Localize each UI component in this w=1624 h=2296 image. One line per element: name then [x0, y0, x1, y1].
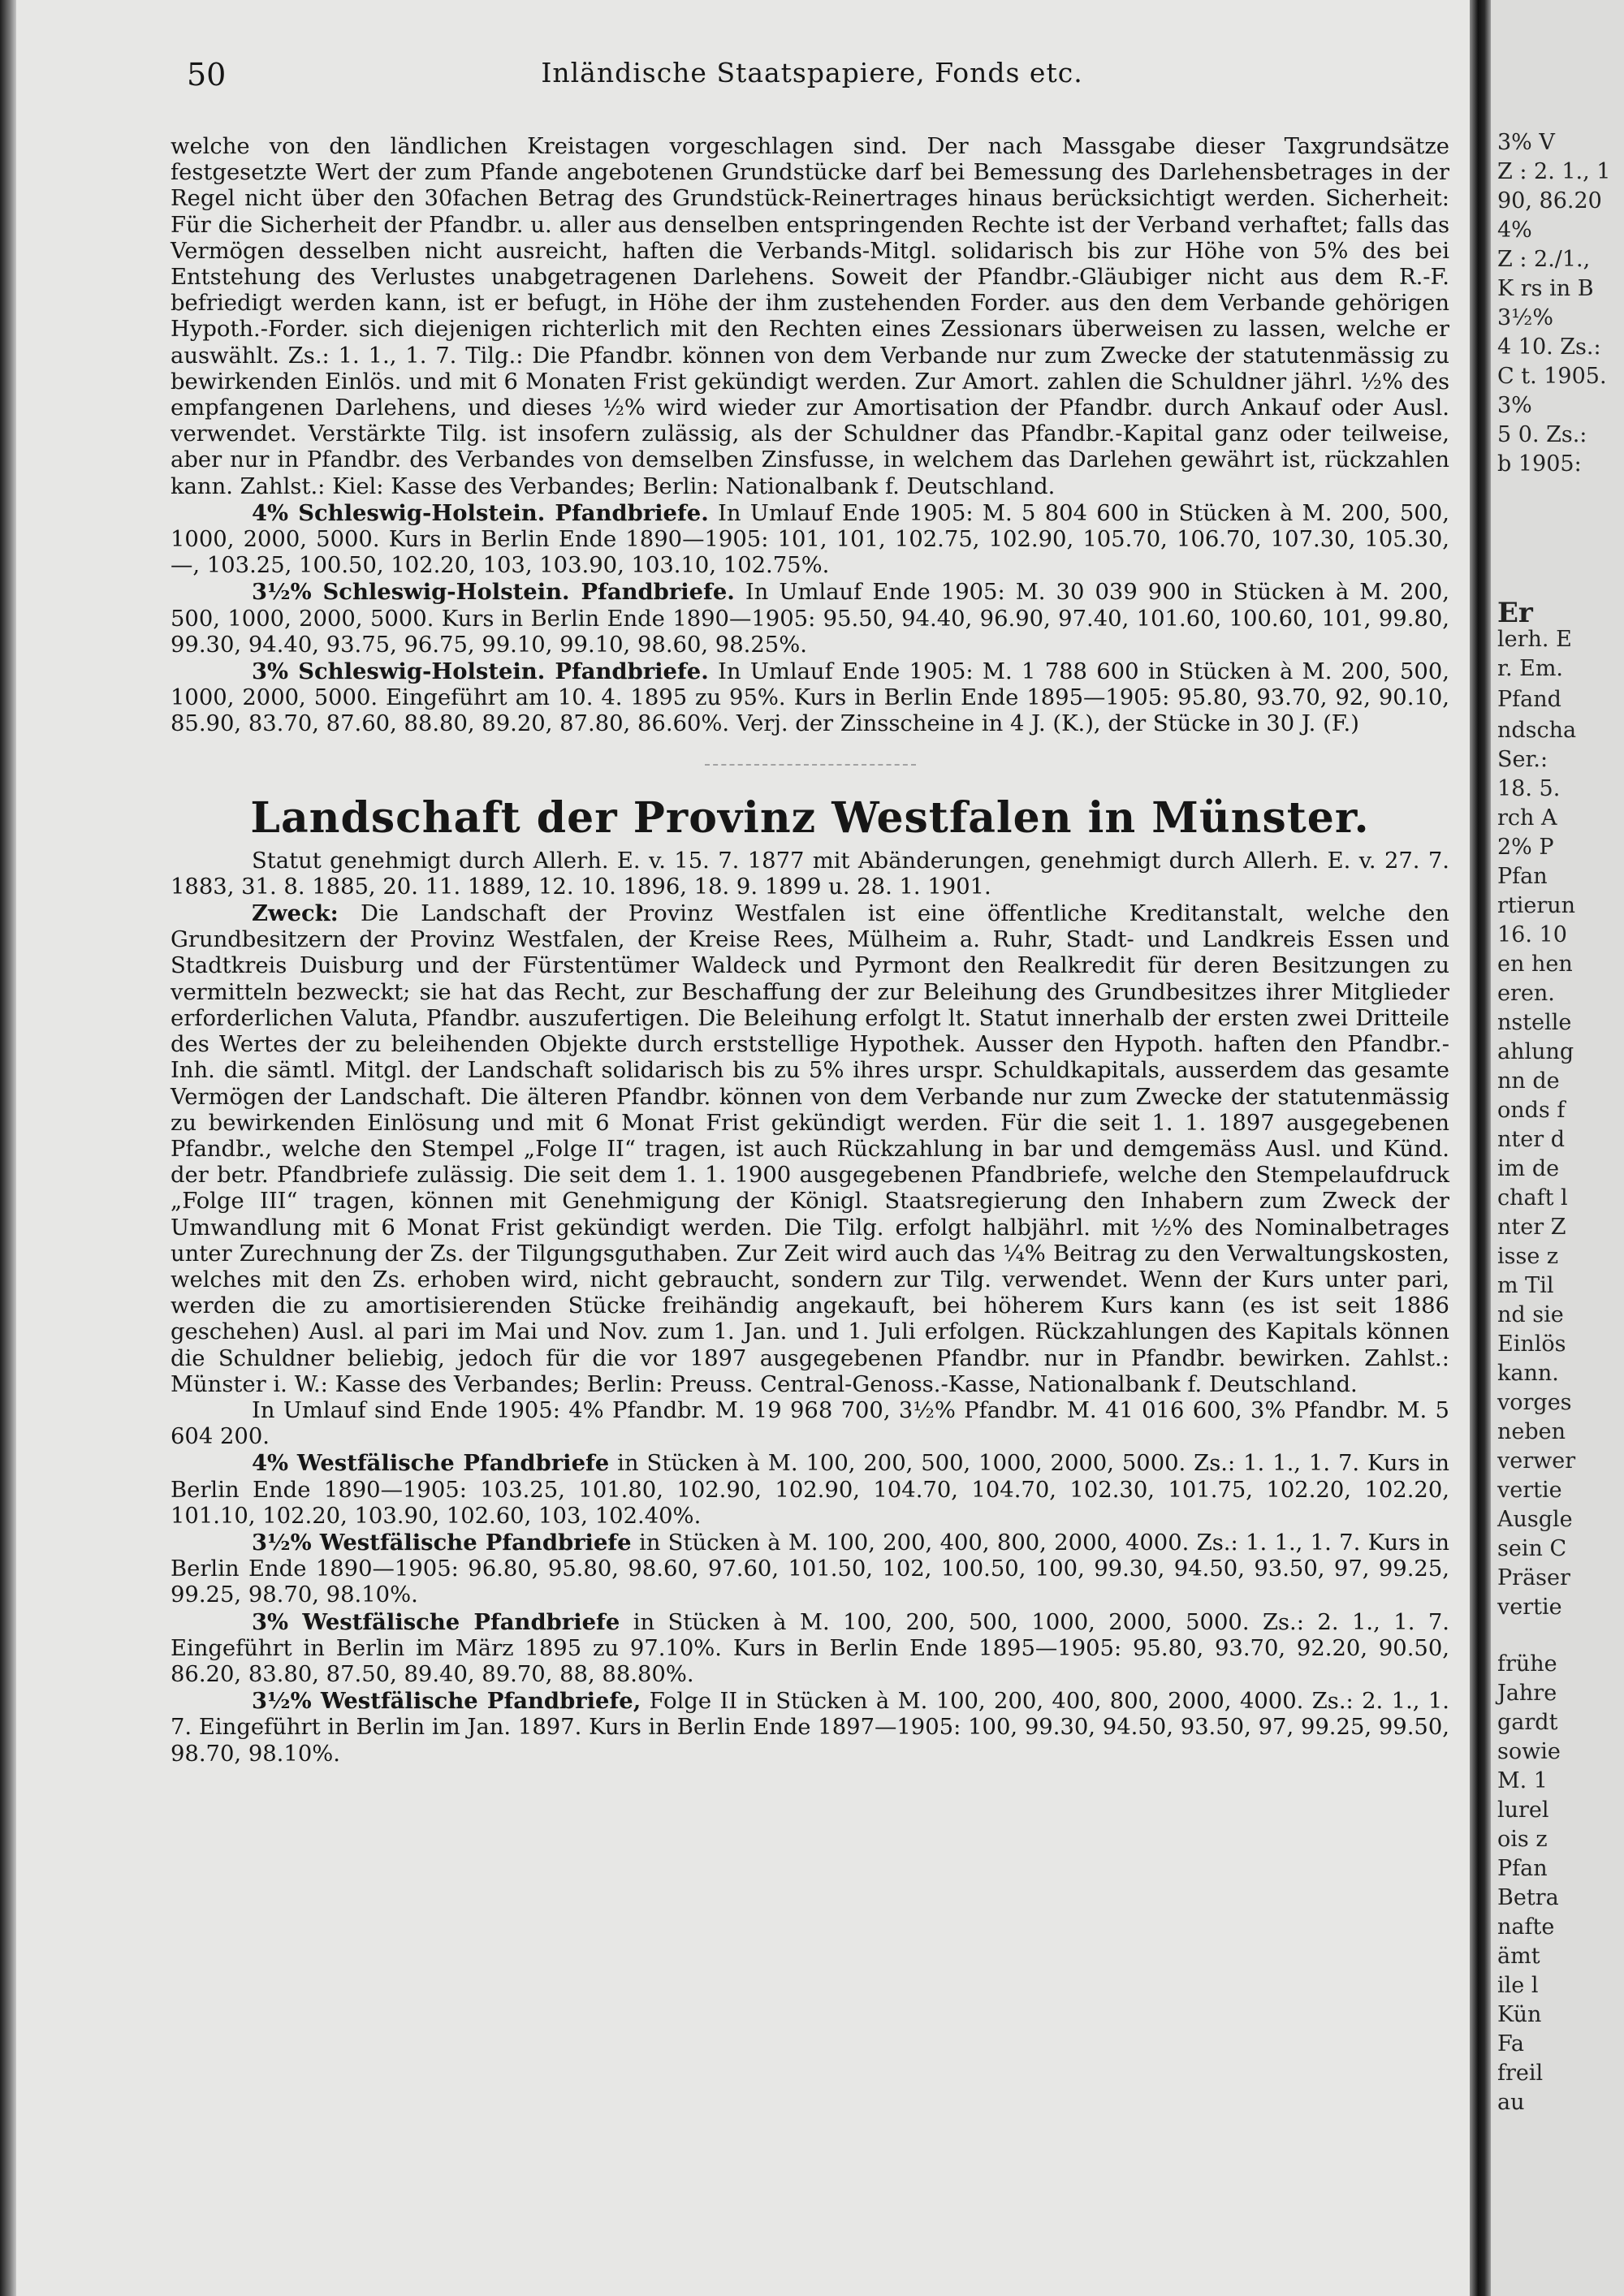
entry-text: In Umlauf Ende 1905: M. 5 804 600 in Stücken à M. 200, 500, 1000, 2000, 5000. Kurs in Berlin Ende 1890—1905: 101, 101, 102.75, 102.90, 105.70, 106.70, 107.30, 105.30, —, 103.25, 100.50, 102.20, 103, 103.90, 103.10, 102.75%.: [171, 500, 1449, 579]
scan-left-edge: [0, 0, 16, 2296]
entry-paragraph: [171, 1688, 1449, 1767]
umlauf-paragraph: In Umlauf sind Ende 1905: 4% Pfandbr. M. 19 968 700, 3½% Pfandbr. M. 41 016 600, 3% Pfandbr. M. 5 604 200.: [171, 1397, 1449, 1450]
adjacent-page-line: Kün: [1497, 2002, 1542, 2027]
running-head: Inländische Staatspapiere, Fonds etc.: [541, 57, 1083, 88]
adjacent-page-line: Betra: [1497, 1885, 1559, 1910]
adjacent-page-line: im de: [1497, 1156, 1560, 1181]
adjacent-page-line: onds f: [1497, 1098, 1566, 1123]
page-body: [171, 134, 1449, 1767]
adjacent-page-line: Pfand: [1497, 687, 1561, 712]
adjacent-page-line: ämt: [1497, 1944, 1540, 1969]
adjacent-page-line: lerh. E: [1497, 627, 1572, 652]
adjacent-page-line: 16. 10: [1497, 922, 1567, 947]
adjacent-page-line: K rs in B: [1497, 276, 1594, 301]
adjacent-page-line: 2% P: [1497, 835, 1554, 860]
adjacent-page-line: nd sie: [1497, 1302, 1564, 1327]
adjacent-page-line: gardt: [1497, 1710, 1558, 1735]
adjacent-page-line: neben: [1497, 1419, 1566, 1444]
adjacent-page-line: kann.: [1497, 1361, 1559, 1386]
adjacent-page-line: au: [1497, 2090, 1525, 2115]
adjacent-page-line: Fa: [1497, 2031, 1524, 2056]
adjacent-page-line: verwer: [1497, 1448, 1576, 1474]
entry-title: 3½% Westfälische Pfandbriefe,: [252, 1688, 641, 1715]
entry-paragraph: [171, 1609, 1449, 1689]
entry-text: in Stücken à M. 100, 200, 400, 800, 2000, 4000. Zs.: 1. 1., 1. 7. Kurs in Berlin Ende 1890—1905: 96.80, 95.80, 98.60, 97.60, 101.50, 102, 100.50, 100, 99.30, 94.50, 93.50, 97, 99.25, 99.25, 98.70, 98.10%.: [171, 1530, 1449, 1608]
adjacent-page-line: nter Z: [1497, 1215, 1566, 1240]
adjacent-page-line: ile l: [1497, 1973, 1539, 1998]
adjacent-page-line: 3%: [1497, 393, 1532, 418]
adjacent-page-line: 4%: [1497, 218, 1532, 243]
entry-title: 3% Schleswig-Holstein. Pfandbriefe.: [252, 658, 709, 685]
adjacent-page-line: rch A: [1497, 805, 1557, 831]
section-heading: Landschaft der Provinz Westfalen in Münster.: [250, 792, 1370, 843]
entry-text: In Umlauf Ende 1905: M. 30 039 900 in Stücken à M. 200, 500, 1000, 2000, 5000. Kurs in Berlin Ende 1890—1905: 95.50, 94.40, 96.90, 97.40, 101.60, 100.60, 101, 99.80, 99.30, 94.40, 93.75, 96.75, 99.10, 99.10, 98.60, 98.25%.: [171, 580, 1449, 658]
adjacent-page-line: chaft l: [1497, 1185, 1568, 1211]
section-divider: [705, 764, 916, 766]
zweck-text: Die Landschaft der Provinz Westfalen ist eine öffentliche Kreditanstalt, welche den Grundbesitzern der Provinz Westfalen, der Kreise Rees, Mülheim a. Ruhr, Stadt- und Landkreis Essen und Stadtkreis Duisburg und der Fürstentümer Waldeck und Pyrmont den Realkredit für deren Besitzungen zu vermitteln bezweckt; sie hat das Recht, zur Beschaffung der zur Beleihung des Grundbesitzes ihrer Mitglieder erforderlichen Valuta, Pfandbr. auszufertigen. Die Beleihung erfolgt lt. Statut innerhalb der ersten zwei Dritteile des Wertes der zu beleihenden Objekte durch erststellige Hypothek. Ausser den Hypoth. haften den Pfandbr.-Inh. die sämtl. Mitgl. der Landschaft solidarisch bis zu 5% ihres urspr. Schuldkapitals, ausserdem das gesamte Vermögen der Landschaft. Die älteren Pfandbr. können von dem Verbande nur zum Zwecke der statutenmässig zu bewirkenden Einlösung und mit 6 Monat Frist gekündigt werden. Für die seit 1. 1. 1897 ausgegebenen Pfandbr., welche den Stempel „Folge II“ tragen, ist auch Rückzahlung in bar und demgemäss Ausl. und Künd. der betr. Pfandbriefe zulässig. Die seit dem 1. 1. 1900 ausgegebenen Pfandbriefe, welche den Stempelaufdruck „Folge III“ tragen, können mit Genehmigung der Königl. Staatsregierung den Inhabern zum Zweck der Umwandlung mit 6 Monat Frist gekündigt werden. Die Tilg. erfolgt halbjährl. mit ½% des Nominalbetrages unter Zurechnung der Zs. der Tilgungsguthaben. Zur Zeit wird auch das ¼% Beitrag zu den Verwaltungskosten, welches mit den Zs. erhoben wird, nicht gebraucht, sondern zur Tilg. verwendet. Wenn der Kurs unter pari, werden die zu amortisierenden Stücke freihändig angekauft, bei höherem Kurs kann (es ist seit 1886 geschehen) Ausl. al pari im Mai und Nov. zum 1. Jan. und 1. Juli erfolgen. Rückzahlungen des Kapitals können die Schuldner beliebig, jedoch für die vor 1897 ausgegebenen Pfandbr. nur in Pfandbr. bewirken. Zahlst.: Münster i. W.: Kasse des Verbandes; Berlin: Preuss. Central-Genoss.-Kasse, Nationalbank f. Deutschland.: [171, 901, 1449, 1397]
adjacent-page-line: ois z: [1497, 1827, 1548, 1852]
adjacent-page-line: b 1905:: [1497, 451, 1582, 477]
zweck-label: Zweck:: [252, 900, 339, 927]
entry-text: in Stücken à M. 100, 200, 500, 1000, 2000, 5000. Zs.: 2. 1., 1. 7. Eingeführt in Berlin im März 1895 zu 97.10%. Kurs in Berlin Ende 1895—1905: 95.80, 93.70, 92.20, 90.50, 86.20, 83.80, 87.50, 89.40, 89.70, 88, 88.80%.: [171, 1609, 1449, 1687]
adjacent-page-line: Ausgle: [1497, 1507, 1573, 1532]
entry-paragraph: [171, 1530, 1449, 1609]
adjacent-page-line: Pfan: [1497, 1856, 1548, 1881]
page-header: [171, 57, 1453, 97]
adjacent-page-line: Einlös: [1497, 1331, 1566, 1357]
adjacent-page-line: C t. 1905.: [1497, 364, 1607, 389]
adjacent-page-line: Z : 2./1.,: [1497, 247, 1591, 272]
adjacent-page-line: 5 0. Zs.:: [1497, 422, 1587, 447]
zweck-paragraph: [171, 900, 1449, 1398]
adjacent-page-line: ahlung: [1497, 1039, 1574, 1064]
adjacent-page-line: m Til: [1497, 1273, 1554, 1298]
adjacent-page-line: nter d: [1497, 1127, 1565, 1152]
adjacent-page-line: sowie: [1497, 1739, 1561, 1764]
entry-paragraph: [171, 1450, 1449, 1530]
entry-paragraph: [171, 500, 1449, 580]
adjacent-page-line: rtierun: [1497, 893, 1576, 918]
adjacent-page-line: 3% V: [1497, 130, 1555, 155]
adjacent-page-line: 90, 86.20: [1497, 188, 1602, 214]
entry-title: 3½% Schleswig-Holstein. Pfandbriefe.: [252, 579, 735, 606]
adjacent-page-line: frühe: [1497, 1651, 1557, 1677]
entry-title: 3½% Westfälische Pfandbriefe: [252, 1529, 632, 1556]
entry-title: 4% Westfälische Pfandbriefe: [252, 1450, 610, 1477]
adjacent-page-fragment: [1491, 0, 1624, 2296]
adjacent-page-line: vorges: [1497, 1390, 1572, 1415]
adjacent-page-line: ndscha: [1497, 718, 1577, 743]
adjacent-page-line: Pfan: [1497, 864, 1548, 889]
adjacent-page-line: vertie: [1497, 1478, 1562, 1503]
adjacent-page-line: nstelle: [1497, 1010, 1572, 1035]
book-gutter: [1470, 0, 1491, 2296]
entry-text: Folge II in Stücken à M. 100, 200, 400, 800, 2000, 4000. Zs.: 2. 1., 1. 7. Eingeführt in Berlin im Jan. 1897. Kurs in Berlin Ende 1897—1905: 100, 99.30, 94.50, 93.50, 97, 99.25, 99.50, 98.70, 98.10%.: [171, 1689, 1449, 1767]
intro-paragraph: welche von den ländlichen Kreistagen vorgeschlagen sind. Der nach Massgabe dieser Taxgrundsätze festgesetzte Wert der zum Pfande angebotenen Grundstücke darf bei Bemessung des Darlehensbetrages in der Regel nicht über den 30fachen Betrag des Grundstück-Reinertrages hinaus berücksichtigt werden. Sicherheit: Für die Sicherheit der Pfandbr. u. aller aus denselben entspringenden Rechte ist der Verband verhaftet; falls das Vermögen desselben nicht ausreicht, haften die Verbands-Mitgl. solidarisch bis zur Höhe von 5% des bei Entstehung des Verlustes unabgetragenen Darlehens. Soweit der Pfandbr.-Gläubiger nicht aus dem R.-F. befriedigt werden kann, ist er befugt, in Höhe der ihm zustehenden Forder. aus den dem Verbande gehörigen Hypoth.-Forder. sich diejenigen richterlich mit den Rechten eines Zessionars überweisen zu lassen, welche er auswählt. Zs.: 1. 1., 1. 7. Tilg.: Die Pfandbr. können von dem Verbande nur zum Zwecke der statutenmässig zu bewirkenden Einlös. und mit 6 Monaten Frist gekündigt werden. Zur Amort. zahlen die Schuldner jährl. ½% des empfangenen Darlehens, und dieses ½% wird wieder zur Amortisation der Pfandbr. durch Ankauf oder Ausl. verwendet. Verstärkte Tilg. ist insofern zulässig, als der Schuldner das Pfandbr.-Kapital ganz oder teilweise, aber nur in Pfandbr. des Verbandes von demselben Zinsfusse, in welchem das Darlehen gewährt ist, rückzahlen kann. Zahlst.: Kiel: Kasse des Verbandes; Berlin: Nationalbank f. Deutschland.: [171, 134, 1449, 499]
adjacent-page-line: 4 10. Zs.:: [1497, 334, 1601, 360]
entry-paragraph: [171, 658, 1449, 738]
entry-title: 3% Westfälische Pfandbriefe: [252, 1608, 620, 1635]
adjacent-page-line: lurel: [1497, 1798, 1549, 1823]
adjacent-page-line: M. 1: [1497, 1768, 1548, 1793]
adjacent-page-line: vertie: [1497, 1595, 1562, 1620]
adjacent-page-line: Präser: [1497, 1565, 1570, 1590]
adjacent-page-line: Ser.:: [1497, 747, 1548, 772]
adjacent-page-line: eren.: [1497, 981, 1555, 1006]
statut-paragraph: Statut genehmigt durch Allerh. E. v. 15. 7. 1877 mit Abänderungen, genehmigt durch Allerh. E. v. 27. 7. 1883, 31. 8. 1885, 20. 11. 1889, 12. 10. 1896, 18. 9. 1899 u. 28. 1. 1901.: [171, 848, 1449, 900]
entry-text: in Stücken à M. 100, 200, 500, 1000, 2000, 5000. Zs.: 1. 1., 1. 7. Kurs in Berlin Ende 1890—1905: 103.25, 101.80, 102.90, 102.90, 104.70, 104.70, 102.30, 101.75, 102.20, 102.20, 101.10, 102.20, 103.90, 102.60, 103, 102.40%.: [171, 1451, 1449, 1529]
adjacent-page-line: Jahre: [1497, 1681, 1557, 1706]
adjacent-page-line: 3½%: [1497, 305, 1554, 330]
adjacent-page-line: Er: [1497, 597, 1533, 629]
adjacent-page-line: nafte: [1497, 1914, 1555, 1940]
entry-title: 4% Schleswig-Holstein. Pfandbriefe.: [252, 499, 709, 526]
adjacent-page-line: en hen: [1497, 952, 1573, 977]
entry-text: In Umlauf Ende 1905: M. 1 788 600 in Stücken à M. 200, 500, 1000, 2000, 5000. Eingeführt am 10. 4. 1895 zu 95%. Kurs in Berlin Ende 1895—1905: 95.80, 93.70, 92, 90.10, 85.90, 83.70, 87.60, 88.80, 89.20, 87.80, 86.60%. Verj. der Zinsscheine in 4 J. (K.), der Stücke in 30 J. (F.): [171, 659, 1449, 737]
adjacent-page-line: freil: [1497, 2061, 1544, 2086]
adjacent-page-line: sein C: [1497, 1536, 1567, 1561]
page-number: 50: [187, 57, 227, 93]
adjacent-page-line: isse z: [1497, 1244, 1559, 1269]
adjacent-page-line: nn de: [1497, 1068, 1560, 1094]
adjacent-page-line: r. Em.: [1497, 656, 1563, 681]
adjacent-page-line: 18. 5.: [1497, 776, 1561, 801]
entry-paragraph: [171, 579, 1449, 658]
adjacent-page-line: Z : 2. 1., 1: [1497, 159, 1611, 184]
